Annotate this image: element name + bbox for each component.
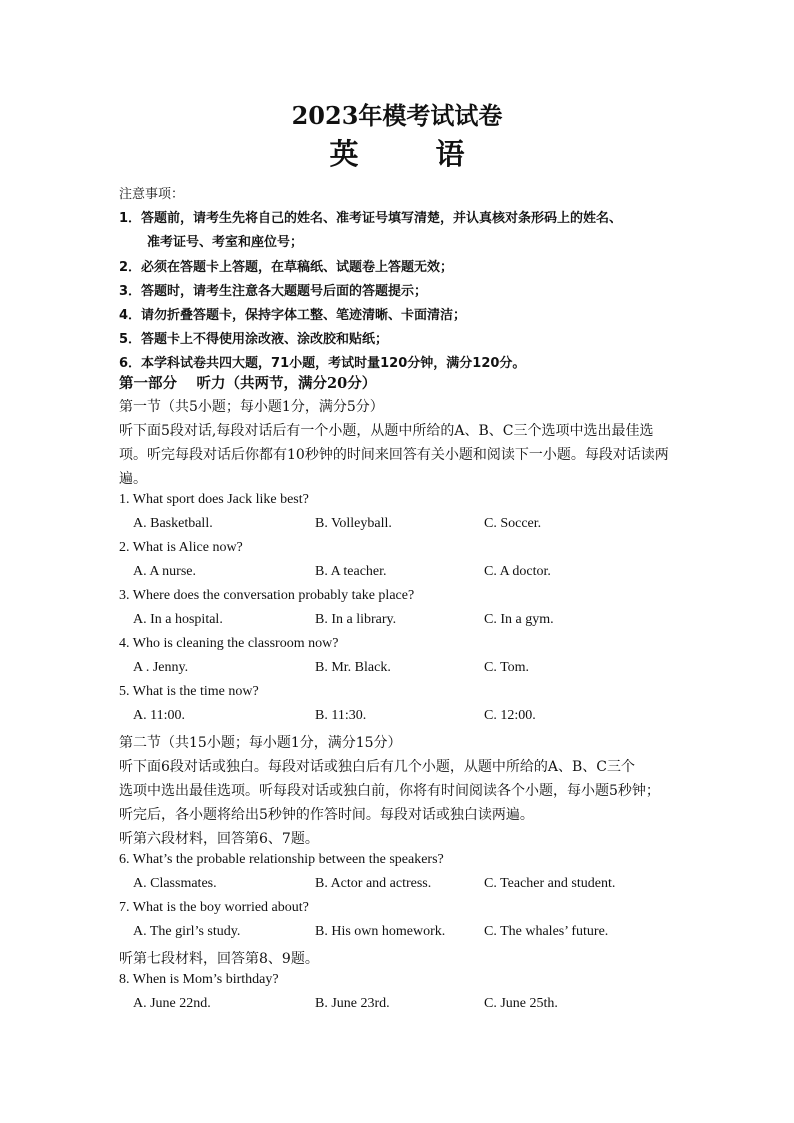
section2-instruction: 听下面6段对话或独白。每段对话或独白后有几个小题，从题中所给的A、B、C三个 <box>119 759 636 775</box>
option-2b: B. A teacher. <box>315 564 387 579</box>
question-1: 1. What sport does Jack like best? <box>119 492 309 507</box>
option-6c: C. Teacher and student. <box>484 876 616 891</box>
section2-instruction: 选项中选出最佳选项。听每段对话或独白前，你将有时间阅读各个小题，每小题5秒钟； <box>119 783 660 799</box>
option-4c: C. Tom. <box>484 660 530 675</box>
option-8a: A. June 22nd. <box>133 996 211 1011</box>
subject-title: 英 语 <box>329 137 489 171</box>
option-8b: B. June 23rd. <box>315 996 390 1011</box>
question-8: 8. When is Mom’s birthday? <box>119 972 279 987</box>
notice-item: 4．请勿折叠答题卡，保持字体工整、笔迹清晰、卡面清洁； <box>119 308 467 323</box>
option-7b: B. His own homework. <box>315 924 446 939</box>
notice-item: 准考证号、考室和座位号； <box>147 235 304 250</box>
option-8c: C. June 25th. <box>484 996 558 1011</box>
question-4: 4. Who is cleaning the classroom now? <box>119 636 339 651</box>
option-2c: C. A doctor. <box>484 564 551 579</box>
question-3: 3. Where does the conversation probably take place? <box>119 588 415 603</box>
question-5: 5. What is the time now? <box>119 684 259 699</box>
option-3c: C. In a gym. <box>484 612 554 627</box>
question-2: 2. What is Alice now? <box>119 540 243 555</box>
section1-instruction: 遍。 <box>119 471 147 487</box>
option-4b: B. Mr. Black. <box>315 660 391 675</box>
option-3b: B. In a library. <box>315 612 397 627</box>
exam-title: 2023年模考试试卷 <box>291 101 503 130</box>
option-7a: A. The girl’s study. <box>133 924 241 939</box>
option-6a: A. Classmates. <box>133 876 217 891</box>
section2-instruction: 听完后，各小题将给出5秒钟的作答时间。每段对话或独白读两遍。 <box>119 807 534 823</box>
option-2a: A. A nurse. <box>133 564 196 579</box>
part1-title: 第一部分 听力（共两节，满分20分） <box>119 375 377 392</box>
notice-item: 2．必须在答题卡上答题，在草稿纸、试题卷上答题无效； <box>119 260 454 275</box>
material-6-heading: 听第六段材料，回答第6、7题。 <box>119 831 319 847</box>
material-7-heading: 听第七段材料，回答第8、9题。 <box>119 951 319 967</box>
section1-instruction: 听下面5段对话,每段对话后有一个小题，从题中所给的A、B、C三个选项中选出最佳选 <box>119 423 654 439</box>
option-1a: A. Basketball. <box>133 516 213 531</box>
option-5b: B. 11:30. <box>315 708 367 723</box>
section2-title: 第二节（共15小题；每小题1分，满分15分） <box>119 735 402 751</box>
option-5a: A. 11:00. <box>133 708 185 723</box>
notice-item: 5．答题卡上不得使用涂改液、涂改胶和贴纸； <box>119 332 389 347</box>
notice-item: 1．答题前，请考生先将自己的姓名、准考证号填写清楚，并认真核对条形码上的姓名、 <box>119 211 623 226</box>
question-7: 7. What is the boy worried about? <box>119 900 309 915</box>
notice-item: 3．答题时，请考生注意各大题题号后面的答题提示； <box>119 284 428 299</box>
option-6b: B. Actor and actress. <box>315 876 432 891</box>
option-7c: C. The whales’ future. <box>484 924 609 939</box>
notice-item: 6．本学科试卷共四大题，71小题，考试时量120分钟，满分120分。 <box>119 356 526 371</box>
option-5c: C. 12:00. <box>484 708 536 723</box>
option-1b: B. Volleyball. <box>315 516 392 531</box>
notice-heading: 注意事项： <box>119 187 185 202</box>
section1-title: 第一节（共5小题；每小题1分，满分5分） <box>119 399 384 415</box>
option-3a: A. In a hospital. <box>133 612 223 627</box>
option-1c: C. Soccer. <box>484 516 542 531</box>
question-6: 6. What’s the probable relationship between the speakers? <box>119 852 444 867</box>
option-4a: A . Jenny. <box>133 660 189 675</box>
section1-instruction: 项。听完每段对话后你都有10秒钟的时间来回答有关小题和阅读下一小题。每段对话读两 <box>119 447 669 463</box>
